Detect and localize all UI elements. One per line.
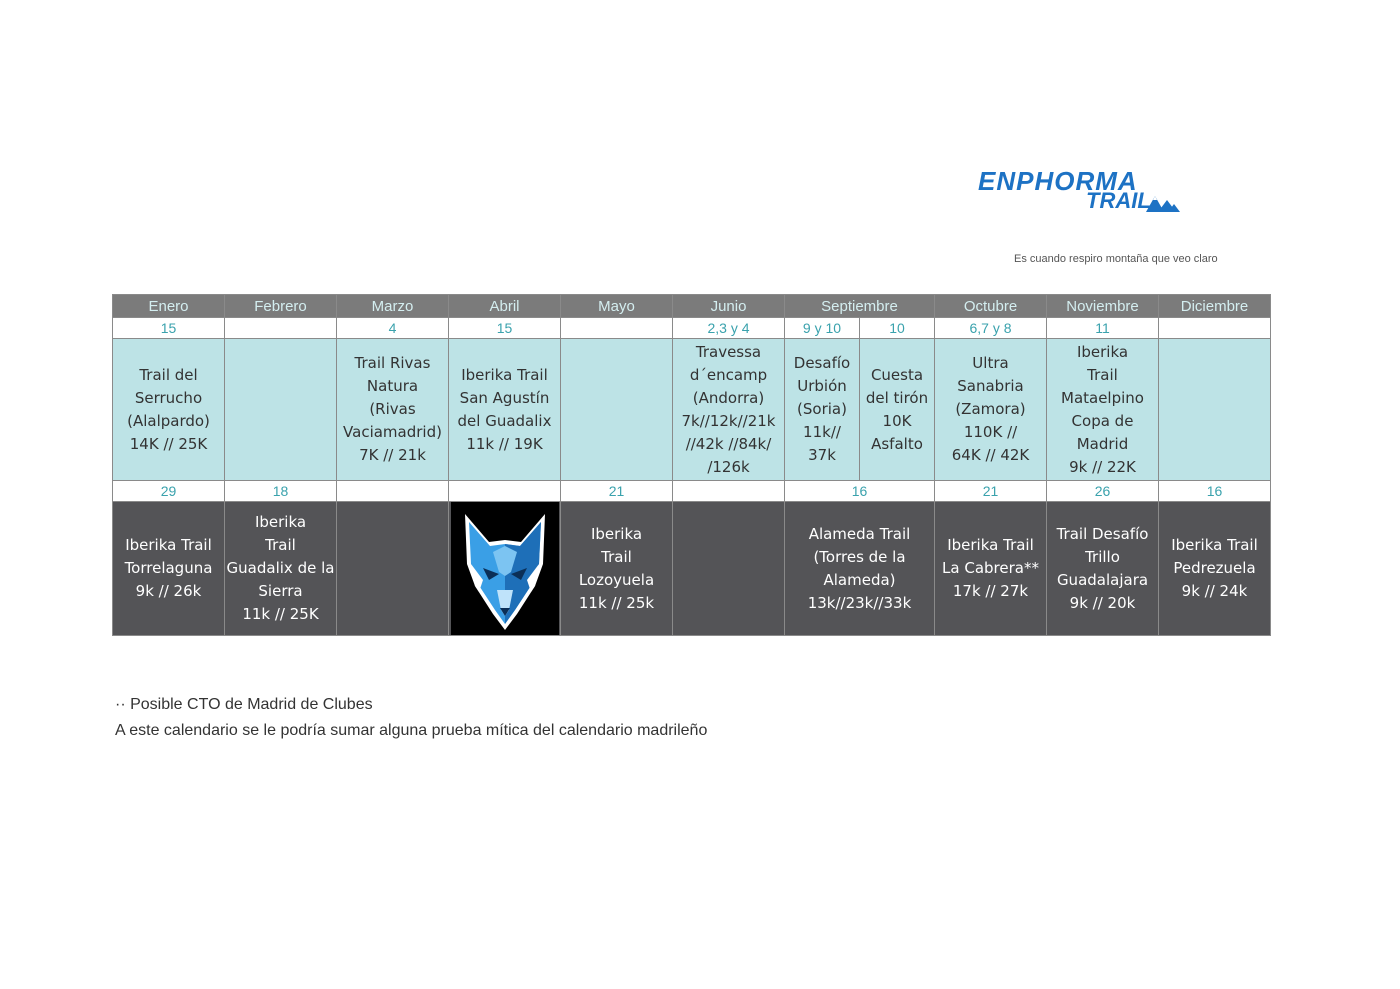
month-header: Febrero bbox=[225, 295, 337, 318]
event-cell bbox=[561, 339, 673, 481]
date-cell: 2,3 y 4 bbox=[673, 318, 785, 339]
date-cell bbox=[561, 318, 673, 339]
logo-line2: TRAIL bbox=[1086, 188, 1151, 213]
events-row-2 bbox=[113, 502, 1271, 636]
event-cell bbox=[935, 339, 1047, 481]
date-cell: 21 bbox=[561, 481, 673, 502]
date-cell: 11 bbox=[1047, 318, 1159, 339]
event-cell bbox=[1159, 339, 1271, 481]
date-cell: 16 bbox=[785, 481, 935, 502]
event-cell bbox=[1159, 502, 1271, 636]
event-text: Trail del Serrucho (Alalpardo) 14K // 25K bbox=[127, 365, 210, 453]
event-text: Iberika Trail Pedrezuela 9k // 24k bbox=[1171, 536, 1258, 600]
month-header: Abril bbox=[449, 295, 561, 318]
event-cell bbox=[785, 339, 860, 481]
months-row bbox=[113, 295, 1271, 318]
mountain-icon bbox=[1146, 194, 1180, 212]
note-line-1: ·· Posible CTO de Madrid de Clubes bbox=[115, 696, 373, 713]
dates-row-1 bbox=[113, 318, 1271, 339]
event-cell bbox=[225, 339, 337, 481]
race-calendar-table bbox=[112, 294, 1271, 636]
date-cell: 9 y 10 bbox=[785, 318, 860, 339]
logo-line1: ENPHORMA bbox=[978, 166, 1138, 196]
date-cell: 6,7 y 8 bbox=[935, 318, 1047, 339]
event-text: Travessa d´encamp (Andorra) 7k//12k//21k //42k //84k/ /126k bbox=[681, 342, 776, 476]
enphorma-trail-logo bbox=[978, 168, 1208, 216]
event-cell bbox=[785, 502, 935, 636]
wolf-logo-cell bbox=[449, 502, 561, 636]
event-cell bbox=[673, 502, 785, 636]
event-text: Iberika Trail Lozoyuela 11k // 25k bbox=[578, 524, 655, 612]
month-header: Mayo bbox=[561, 295, 673, 318]
date-cell bbox=[1159, 318, 1271, 339]
date-cell: 29 bbox=[113, 481, 225, 502]
event-text: Cuesta del tirón 10K Asfalto bbox=[865, 365, 929, 453]
month-header: Diciembre bbox=[1159, 295, 1271, 318]
event-text: Iberika Trail Guadalix de la Sierra 11k // 25K bbox=[226, 513, 335, 623]
event-text: Iberika Trail Torrelaguna 9k // 26k bbox=[124, 536, 213, 600]
date-cell bbox=[337, 481, 449, 502]
date-cell: 26 bbox=[1047, 481, 1159, 502]
event-text: Trail Rivas Natura (Rivas Vaciamadrid) 7K // 21k bbox=[343, 354, 442, 464]
event-text: Desafío Urbión (Soria) 11k// 37k bbox=[793, 354, 851, 464]
event-text: Alameda Trail (Torres de la Alameda) 13k//23k//33k bbox=[807, 524, 912, 612]
event-cell bbox=[449, 339, 561, 481]
event-text: Iberika Trail La Cabrera** 17k // 27k bbox=[942, 536, 1039, 600]
month-header: Junio bbox=[673, 295, 785, 318]
tagline: Es cuando respiro montaña que veo claro bbox=[1014, 253, 1218, 265]
date-cell bbox=[449, 481, 561, 502]
note-line-2: A este calendario se le podría sumar alguna prueba mítica del calendario madrileño bbox=[115, 722, 708, 739]
event-cell bbox=[113, 339, 225, 481]
month-header: Octubre bbox=[935, 295, 1047, 318]
event-cell bbox=[337, 502, 449, 636]
event-text: Iberika Trail Mataelpino Copa de Madrid 9k // 22K bbox=[1061, 342, 1144, 476]
notes bbox=[115, 692, 707, 744]
event-cell bbox=[337, 339, 449, 481]
dates-row-2 bbox=[113, 481, 1271, 502]
date-cell: 15 bbox=[113, 318, 225, 339]
event-text: Iberika Trail San Agustín del Guadalix 11k // 19K bbox=[457, 365, 552, 453]
event-text: Trail Desafío Trillo Guadalajara 9k // 20k bbox=[1056, 524, 1149, 612]
event-cell bbox=[935, 502, 1047, 636]
event-cell bbox=[1047, 502, 1159, 636]
events-row-1 bbox=[113, 339, 1271, 481]
event-cell bbox=[860, 339, 935, 481]
wolf-logo-icon bbox=[451, 502, 559, 635]
month-header: Enero bbox=[113, 295, 225, 318]
event-cell bbox=[561, 502, 673, 636]
event-cell bbox=[673, 339, 785, 481]
date-cell: 10 bbox=[860, 318, 935, 339]
month-header: Noviembre bbox=[1047, 295, 1159, 318]
date-cell: 4 bbox=[337, 318, 449, 339]
month-header: Marzo bbox=[337, 295, 449, 318]
date-cell bbox=[673, 481, 785, 502]
date-cell: 15 bbox=[449, 318, 561, 339]
date-cell: 16 bbox=[1159, 481, 1271, 502]
date-cell: 21 bbox=[935, 481, 1047, 502]
month-header: Septiembre bbox=[785, 295, 935, 318]
date-cell: 18 bbox=[225, 481, 337, 502]
date-cell bbox=[225, 318, 337, 339]
event-cell bbox=[113, 502, 225, 636]
event-cell bbox=[225, 502, 337, 636]
event-text: Ultra Sanabria (Zamora) 110K // 64K // 42K bbox=[951, 354, 1030, 464]
event-cell bbox=[1047, 339, 1159, 481]
